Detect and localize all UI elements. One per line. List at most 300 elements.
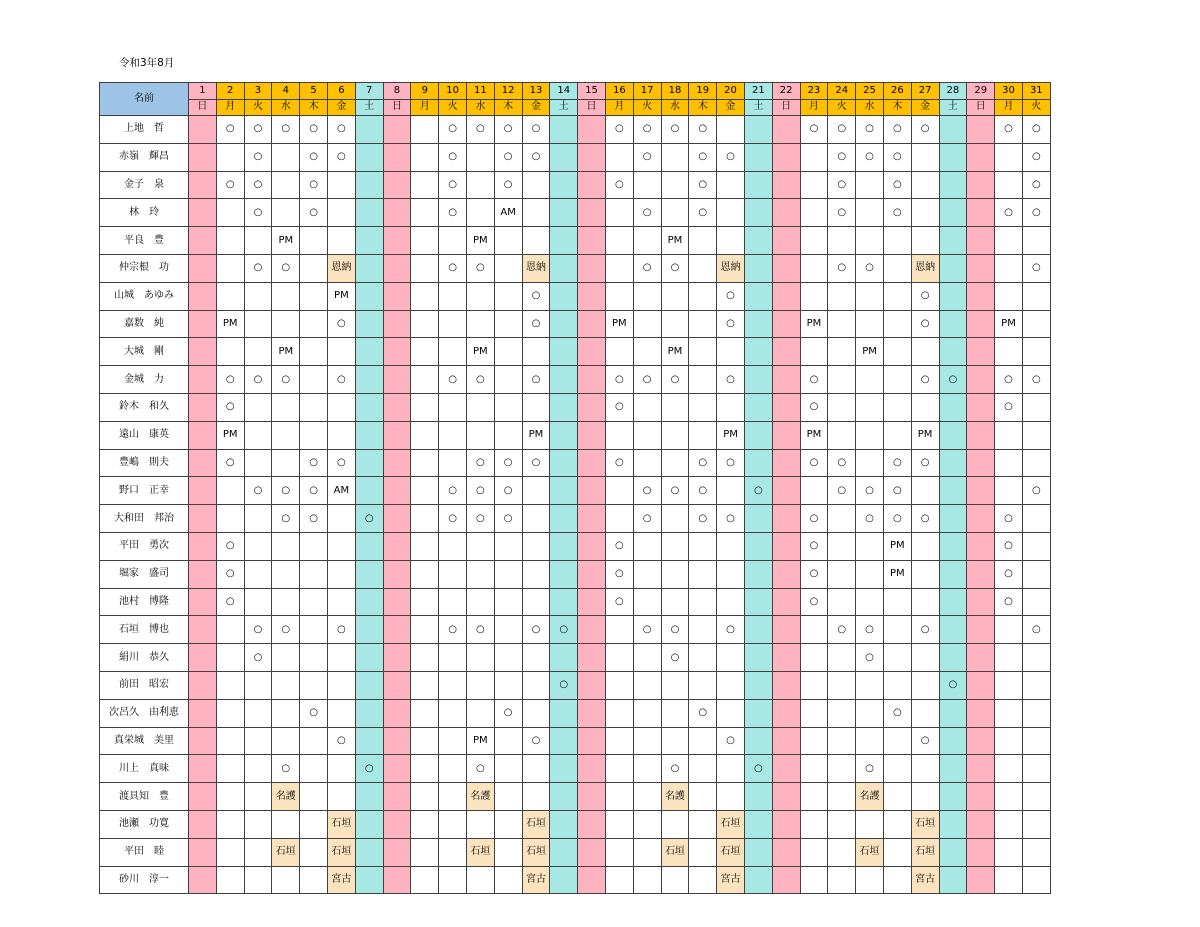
schedule-cell: ○ [856, 505, 884, 533]
schedule-cell [244, 338, 272, 366]
schedule-cell [1022, 282, 1050, 310]
schedule-cell [911, 783, 939, 811]
schedule-cell [967, 644, 995, 672]
schedule-cell [939, 310, 967, 338]
schedule-cell: ○ [439, 254, 467, 282]
schedule-cell [300, 644, 328, 672]
schedule-cell: ○ [939, 671, 967, 699]
schedule-cell [605, 727, 633, 755]
member-name: 山城 あゆみ [100, 282, 189, 310]
table-row [100, 116, 1051, 144]
schedule-cell [828, 338, 856, 366]
schedule-cell [355, 810, 383, 838]
schedule-cell [189, 143, 217, 171]
schedule-cell [883, 783, 911, 811]
schedule-cell [411, 505, 439, 533]
schedule-cell [856, 393, 884, 421]
schedule-cell [216, 783, 244, 811]
schedule-cell: ○ [494, 171, 522, 199]
schedule-cell: ○ [911, 282, 939, 310]
schedule-cell [967, 588, 995, 616]
schedule-cell [216, 671, 244, 699]
member-name: 次呂久 由利恵 [100, 699, 189, 727]
schedule-cell [939, 505, 967, 533]
schedule-cell [355, 254, 383, 282]
schedule-cell [244, 560, 272, 588]
day-number-header: 26 [883, 83, 911, 100]
weekday-header: 日 [967, 99, 995, 116]
schedule-cell: ○ [300, 477, 328, 505]
schedule-cell [744, 783, 772, 811]
table-row [100, 505, 1051, 533]
schedule-cell [689, 866, 717, 894]
schedule-cell: ○ [605, 560, 633, 588]
table-row [100, 810, 1051, 838]
schedule-cell [494, 421, 522, 449]
schedule-cell [439, 421, 467, 449]
schedule-cell [411, 588, 439, 616]
day-number-header: 19 [689, 83, 717, 100]
schedule-cell [717, 477, 745, 505]
schedule-cell [717, 171, 745, 199]
schedule-cell [522, 505, 550, 533]
schedule-cell [383, 699, 411, 727]
schedule-cell [466, 143, 494, 171]
schedule-cell: 恩納 [717, 254, 745, 282]
schedule-cell: ○ [439, 505, 467, 533]
day-number-header: 17 [633, 83, 661, 100]
schedule-cell [744, 505, 772, 533]
schedule-cell [411, 338, 439, 366]
schedule-cell [661, 393, 689, 421]
schedule-cell [772, 505, 800, 533]
schedule-cell [828, 755, 856, 783]
schedule-cell [995, 727, 1023, 755]
schedule-cell [355, 393, 383, 421]
schedule-cell [744, 199, 772, 227]
schedule-cell [717, 783, 745, 811]
schedule-cell [522, 393, 550, 421]
schedule-cell [883, 866, 911, 894]
schedule-cell [522, 338, 550, 366]
schedule-cell [189, 116, 217, 144]
schedule-cell [911, 671, 939, 699]
day-number-header: 2 [216, 83, 244, 100]
schedule-cell [578, 227, 606, 255]
schedule-cell [633, 421, 661, 449]
schedule-cell: ○ [633, 505, 661, 533]
schedule-cell: ○ [995, 393, 1023, 421]
schedule-cell [383, 254, 411, 282]
schedule-cell [856, 282, 884, 310]
weekday-header: 日 [189, 99, 217, 116]
schedule-cell: ○ [216, 560, 244, 588]
schedule-cell [550, 449, 578, 477]
schedule-cell [661, 810, 689, 838]
schedule-cell: ○ [911, 116, 939, 144]
schedule-cell [939, 755, 967, 783]
schedule-cell: ○ [911, 366, 939, 394]
schedule-cell: ○ [300, 143, 328, 171]
schedule-cell [772, 644, 800, 672]
schedule-cell [466, 699, 494, 727]
schedule-cell [522, 755, 550, 783]
schedule-cell [550, 393, 578, 421]
schedule-cell: ○ [856, 116, 884, 144]
schedule-cell: ○ [605, 393, 633, 421]
schedule-cell [939, 866, 967, 894]
schedule-cell [383, 477, 411, 505]
schedule-cell: ○ [717, 616, 745, 644]
schedule-cell [939, 143, 967, 171]
weekday-header: 木 [883, 99, 911, 116]
table-row [100, 616, 1051, 644]
schedule-cell: ○ [689, 505, 717, 533]
schedule-cell [300, 227, 328, 255]
schedule-cell [744, 449, 772, 477]
schedule-cell [717, 199, 745, 227]
schedule-cell [383, 810, 411, 838]
schedule-cell [411, 282, 439, 310]
schedule-cell [828, 866, 856, 894]
schedule-cell [494, 727, 522, 755]
schedule-cell: ○ [883, 505, 911, 533]
schedule-cell: PM [605, 310, 633, 338]
schedule-cell [772, 810, 800, 838]
schedule-cell: ○ [1022, 199, 1050, 227]
schedule-cell [578, 671, 606, 699]
schedule-cell [744, 699, 772, 727]
schedule-cell [244, 505, 272, 533]
schedule-cell [856, 671, 884, 699]
schedule-cell [744, 616, 772, 644]
schedule-cell [189, 393, 217, 421]
weekday-header: 火 [439, 99, 467, 116]
schedule-cell: PM [661, 227, 689, 255]
schedule-cell [300, 560, 328, 588]
schedule-cell: ○ [689, 143, 717, 171]
schedule-cell: ○ [272, 366, 300, 394]
schedule-cell: ○ [661, 254, 689, 282]
schedule-cell: ○ [244, 171, 272, 199]
schedule-cell: ○ [828, 254, 856, 282]
schedule-cell [272, 282, 300, 310]
schedule-cell: ○ [717, 505, 745, 533]
schedule-cell: ○ [244, 644, 272, 672]
schedule-cell [856, 727, 884, 755]
schedule-cell [1022, 338, 1050, 366]
schedule-cell [967, 560, 995, 588]
schedule-cell: 恩納 [522, 254, 550, 282]
schedule-cell: ○ [1022, 477, 1050, 505]
schedule-cell [411, 699, 439, 727]
schedule-cell [800, 282, 828, 310]
schedule-cell [605, 143, 633, 171]
schedule-cell [828, 838, 856, 866]
schedule-cell [244, 588, 272, 616]
schedule-cell [355, 143, 383, 171]
table-row [100, 199, 1051, 227]
schedule-cell [744, 727, 772, 755]
schedule-cell [411, 838, 439, 866]
schedule-cell [772, 366, 800, 394]
schedule-cell [605, 338, 633, 366]
member-name: 大城 剛 [100, 338, 189, 366]
schedule-cell [578, 616, 606, 644]
schedule-cell [550, 227, 578, 255]
member-name: 渡具知 豊 [100, 783, 189, 811]
schedule-cell: ○ [633, 116, 661, 144]
member-name: 鈴木 和久 [100, 393, 189, 421]
schedule-cell [772, 699, 800, 727]
schedule-cell [411, 644, 439, 672]
schedule-cell [494, 366, 522, 394]
schedule-cell [661, 171, 689, 199]
schedule-cell: ○ [522, 310, 550, 338]
schedule-cell [689, 783, 717, 811]
schedule-cell [355, 310, 383, 338]
schedule-cell [439, 310, 467, 338]
schedule-cell: ○ [300, 199, 328, 227]
schedule-cell [216, 866, 244, 894]
schedule-cell [300, 866, 328, 894]
schedule-cell [772, 616, 800, 644]
schedule-cell: ○ [494, 477, 522, 505]
schedule-cell [911, 588, 939, 616]
schedule-cell [605, 671, 633, 699]
schedule-cell [911, 699, 939, 727]
schedule-cell [189, 227, 217, 255]
schedule-cell [439, 338, 467, 366]
schedule-cell [828, 727, 856, 755]
schedule-cell [411, 810, 439, 838]
schedule-cell [327, 783, 355, 811]
schedule-cell [689, 838, 717, 866]
schedule-cell: ○ [494, 505, 522, 533]
schedule-cell [995, 338, 1023, 366]
schedule-cell: ○ [633, 616, 661, 644]
schedule-cell [772, 421, 800, 449]
schedule-cell [744, 532, 772, 560]
schedule-cell: ○ [828, 616, 856, 644]
schedule-cell [633, 866, 661, 894]
schedule-cell: AM [494, 199, 522, 227]
schedule-cell: ○ [883, 143, 911, 171]
schedule-cell [633, 227, 661, 255]
header-row-weekdays [100, 99, 1051, 116]
schedule-cell: ○ [800, 532, 828, 560]
schedule-cell: ○ [883, 116, 911, 144]
schedule-cell [411, 310, 439, 338]
schedule-cell: ○ [995, 505, 1023, 533]
schedule-cell [383, 310, 411, 338]
schedule-cell [633, 588, 661, 616]
schedule-cell: PM [272, 338, 300, 366]
schedule-cell [717, 644, 745, 672]
schedule-cell: PM [883, 532, 911, 560]
schedule-cell [717, 588, 745, 616]
schedule-cell: ○ [717, 366, 745, 394]
schedule-cell [967, 866, 995, 894]
schedule-cell [355, 727, 383, 755]
schedule-cell: ○ [856, 644, 884, 672]
schedule-cell [466, 644, 494, 672]
weekday-header: 火 [633, 99, 661, 116]
weekday-header: 金 [717, 99, 745, 116]
schedule-cell [189, 810, 217, 838]
schedule-cell [1022, 560, 1050, 588]
schedule-cell [355, 449, 383, 477]
schedule-cell [689, 755, 717, 783]
schedule-cell: ○ [800, 116, 828, 144]
schedule-cell [355, 199, 383, 227]
attendance-table [99, 82, 1051, 894]
schedule-cell: ○ [300, 699, 328, 727]
day-number-header: 10 [439, 83, 467, 100]
weekday-header: 水 [856, 99, 884, 116]
schedule-cell [717, 393, 745, 421]
day-number-header: 7 [355, 83, 383, 100]
schedule-cell [661, 199, 689, 227]
table-row [100, 171, 1051, 199]
schedule-cell: ○ [605, 532, 633, 560]
schedule-cell [550, 810, 578, 838]
schedule-cell [856, 310, 884, 338]
schedule-cell [856, 227, 884, 255]
schedule-cell [383, 783, 411, 811]
schedule-cell [550, 421, 578, 449]
schedule-cell [494, 393, 522, 421]
schedule-cell: ○ [216, 588, 244, 616]
schedule-cell [189, 755, 217, 783]
schedule-cell: ○ [995, 199, 1023, 227]
schedule-cell [939, 616, 967, 644]
schedule-cell [494, 866, 522, 894]
schedule-cell [383, 116, 411, 144]
schedule-cell [995, 421, 1023, 449]
member-name: 嘉数 純 [100, 310, 189, 338]
schedule-cell: ○ [689, 699, 717, 727]
member-name: 仲宗根 功 [100, 254, 189, 282]
schedule-cell [995, 616, 1023, 644]
schedule-cell [327, 671, 355, 699]
schedule-cell: ○ [1022, 254, 1050, 282]
schedule-cell [189, 338, 217, 366]
schedule-cell [772, 199, 800, 227]
schedule-cell: PM [272, 227, 300, 255]
schedule-cell [244, 671, 272, 699]
schedule-cell: ○ [883, 699, 911, 727]
schedule-cell [772, 783, 800, 811]
table-row [100, 393, 1051, 421]
schedule-cell [605, 227, 633, 255]
schedule-cell [189, 838, 217, 866]
schedule-cell [355, 588, 383, 616]
schedule-cell [1022, 810, 1050, 838]
schedule-cell [995, 838, 1023, 866]
schedule-cell [355, 532, 383, 560]
schedule-cell: PM [327, 282, 355, 310]
schedule-cell [605, 866, 633, 894]
schedule-cell [216, 282, 244, 310]
table-row [100, 143, 1051, 171]
schedule-cell [605, 699, 633, 727]
schedule-cell [967, 532, 995, 560]
schedule-cell: ○ [605, 366, 633, 394]
schedule-cell [327, 171, 355, 199]
schedule-cell: PM [661, 338, 689, 366]
schedule-cell: 恩納 [911, 254, 939, 282]
schedule-cell [300, 588, 328, 616]
schedule-cell [661, 532, 689, 560]
schedule-cell [522, 477, 550, 505]
schedule-cell [550, 282, 578, 310]
schedule-cell: 名護 [466, 783, 494, 811]
schedule-cell [466, 171, 494, 199]
schedule-cell [939, 644, 967, 672]
schedule-cell [244, 227, 272, 255]
member-name: 大和田 邦治 [100, 505, 189, 533]
schedule-cell [383, 532, 411, 560]
schedule-cell [550, 727, 578, 755]
weekday-header: 金 [522, 99, 550, 116]
schedule-cell [717, 532, 745, 560]
schedule-cell [494, 838, 522, 866]
schedule-cell [578, 755, 606, 783]
day-number-header: 20 [717, 83, 745, 100]
table-row [100, 755, 1051, 783]
schedule-cell [300, 338, 328, 366]
schedule-cell [578, 588, 606, 616]
schedule-cell [189, 644, 217, 672]
schedule-cell [550, 699, 578, 727]
schedule-cell [550, 755, 578, 783]
schedule-cell [494, 616, 522, 644]
schedule-cell [911, 338, 939, 366]
schedule-cell [661, 282, 689, 310]
schedule-cell [550, 560, 578, 588]
schedule-cell [355, 338, 383, 366]
schedule-cell [939, 227, 967, 255]
schedule-cell: ○ [327, 449, 355, 477]
schedule-cell [189, 477, 217, 505]
table-row [100, 421, 1051, 449]
schedule-cell [744, 810, 772, 838]
day-number-header: 24 [828, 83, 856, 100]
schedule-cell [605, 477, 633, 505]
schedule-cell [244, 866, 272, 894]
schedule-cell [550, 644, 578, 672]
schedule-cell: 石垣 [272, 838, 300, 866]
schedule-cell: ○ [522, 282, 550, 310]
schedule-cell [411, 366, 439, 394]
day-number-header: 6 [327, 83, 355, 100]
schedule-cell: ○ [605, 116, 633, 144]
schedule-cell [355, 366, 383, 394]
schedule-cell [439, 810, 467, 838]
schedule-cell [605, 616, 633, 644]
schedule-cell [883, 810, 911, 838]
schedule-cell [744, 366, 772, 394]
schedule-cell [578, 282, 606, 310]
schedule-cell [967, 477, 995, 505]
schedule-cell: ○ [327, 366, 355, 394]
schedule-cell: ○ [466, 755, 494, 783]
schedule-cell [189, 449, 217, 477]
schedule-cell [300, 310, 328, 338]
schedule-cell [383, 644, 411, 672]
schedule-cell: ○ [216, 393, 244, 421]
